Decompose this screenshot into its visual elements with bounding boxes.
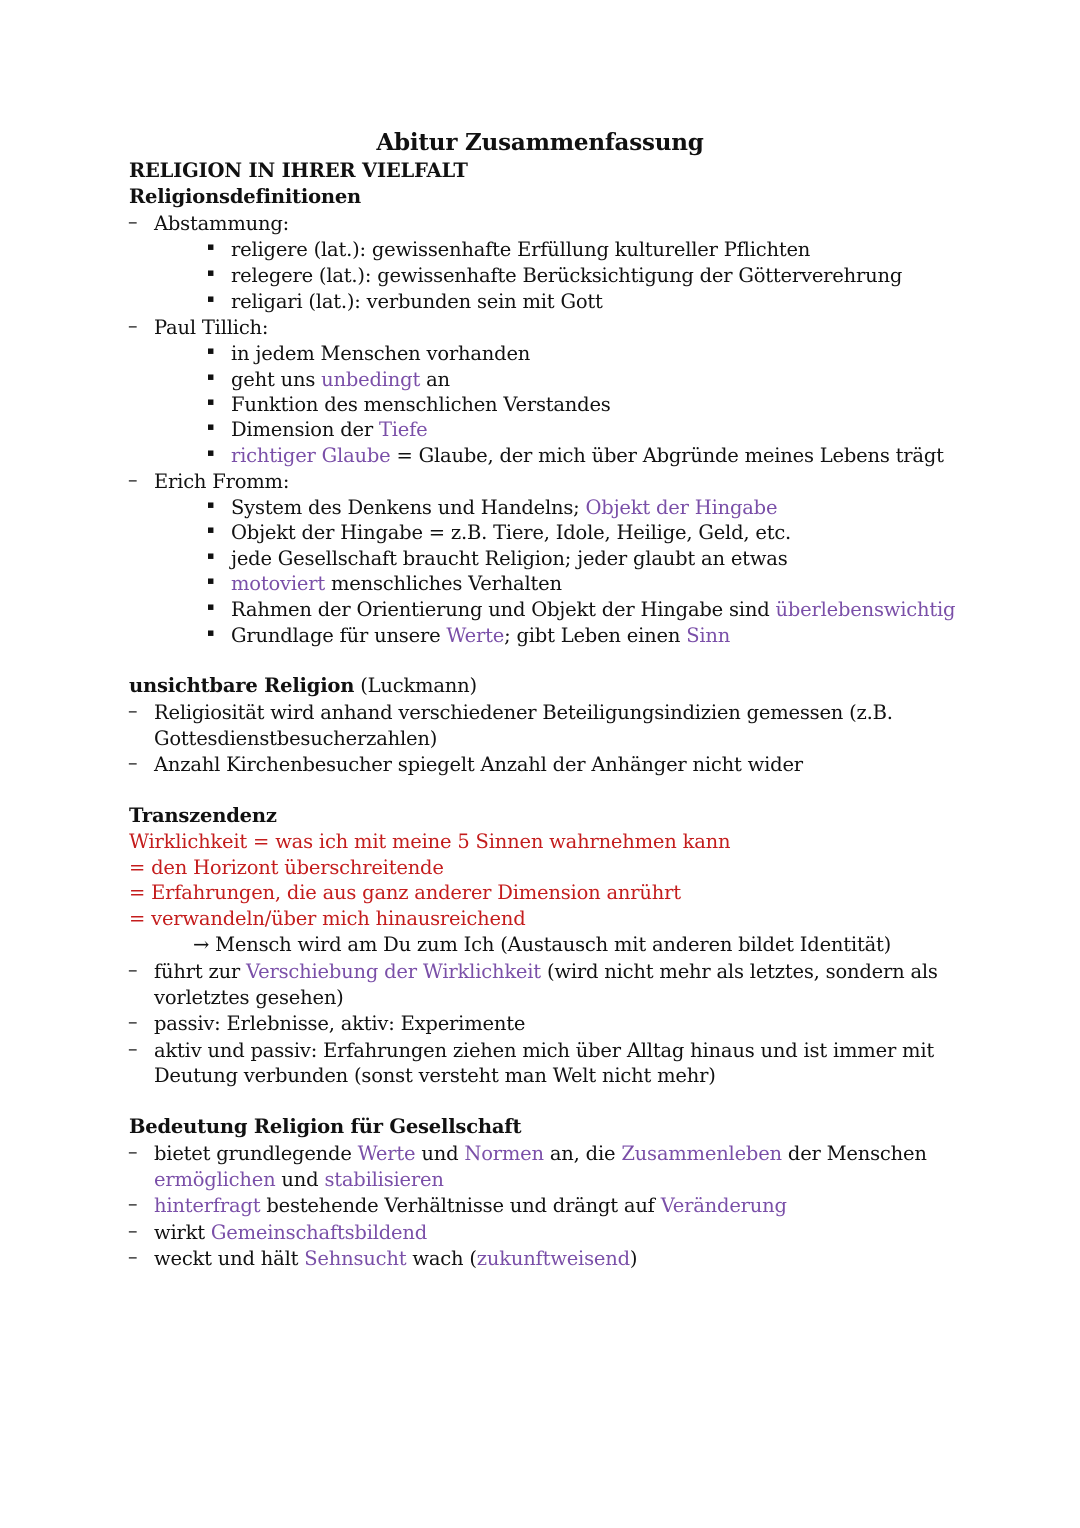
text-span: (wird nicht mehr als letztes, sondern als (540, 960, 938, 983)
highlight-term: hinterfragt (154, 1194, 261, 1217)
highlight-term: Normen (464, 1142, 544, 1165)
subheading-significance: Bedeutung Religion für Gesellschaft (129, 1115, 522, 1138)
highlight-term: überlebenswichtig (775, 598, 956, 621)
dash-bullet: – (128, 211, 138, 233)
bullet-icon: ▪ (207, 420, 215, 433)
dash-bullet: – (128, 1141, 138, 1163)
list-item: passiv: Erlebnisse, aktiv: Experimente (154, 1012, 526, 1035)
list-item-continuation: Deutung verbunden (sonst versteht man Welt nicht mehr) (154, 1064, 716, 1087)
list-item (231, 571, 562, 597)
list-item (231, 495, 777, 521)
section-heading: RELIGION IN IHRER VIELFALT (129, 159, 468, 182)
highlight-term: Gemeinschaftsbildend (210, 1221, 428, 1244)
bullet-icon: ▪ (207, 446, 215, 459)
list-item (231, 367, 450, 393)
arrow-note: → Mensch wird am Du zum Ich (Austausch mit anderen bildet Identität) (193, 933, 892, 956)
dash-bullet: – (128, 1193, 138, 1215)
subheading-invisible-religion (129, 673, 477, 699)
highlight-term: Zusammenleben (621, 1142, 782, 1165)
bullet-icon: ▪ (207, 626, 215, 639)
list-item (231, 443, 944, 469)
bullet-icon: ▪ (207, 344, 215, 357)
heading-note: (Luckmann) (354, 674, 477, 697)
list-item (154, 1141, 927, 1167)
list-item: jede Gesellschaft braucht Religion; jeder glaubt an etwas (231, 547, 788, 570)
text-span: Grundlage für unsere (231, 624, 447, 647)
text-span: = Glaube, der mich über Abgründe meines Lebens trägt (390, 444, 944, 467)
list-item: religari (lat.): verbunden sein mit Gott (231, 290, 603, 313)
bullet-icon: ▪ (207, 370, 215, 383)
highlight-term: Objekt der Hingabe (585, 496, 778, 519)
dash-bullet: – (128, 1220, 138, 1242)
subheading-transcendence: Transzendenz (129, 804, 277, 827)
highlight-term: Sehnsucht (304, 1247, 407, 1270)
text-span: wirkt (154, 1221, 211, 1244)
list-item (154, 1246, 637, 1272)
bullet-icon: ▪ (207, 574, 215, 587)
highlight-term: Werte (357, 1142, 416, 1165)
list-item: Funktion des menschlichen Verstandes (231, 393, 611, 416)
text-span: ) (629, 1247, 638, 1270)
list-item (231, 623, 730, 649)
highlight-term: ermöglichen (154, 1168, 276, 1191)
bullet-icon: ▪ (207, 266, 215, 279)
list-item: Paul Tillich: (154, 316, 269, 339)
list-item: in jedem Menschen vorhanden (231, 342, 531, 365)
list-item (231, 417, 428, 443)
bullet-icon: ▪ (207, 523, 215, 536)
text-span: menschliches Verhalten (324, 572, 562, 595)
bullet-icon: ▪ (207, 395, 215, 408)
list-item: relegere (lat.): gewissenhafte Berücksichtigung der Götterverehrung (231, 264, 903, 287)
text-span: führt zur (154, 960, 247, 983)
dash-bullet: – (128, 1038, 138, 1060)
text-span: an, die (543, 1142, 622, 1165)
dash-bullet: – (128, 752, 138, 774)
heading-text: unsichtbare Religion (129, 674, 355, 697)
highlight-term: Sinn (686, 624, 731, 647)
dash-bullet: – (128, 1011, 138, 1033)
bullet-icon: ▪ (207, 600, 215, 613)
highlight-term: richtiger Glaube (231, 444, 391, 467)
bullet-icon: ▪ (207, 498, 215, 511)
dash-bullet: – (128, 959, 138, 981)
highlight-term: Werte (446, 624, 505, 647)
definition-line: = Erfahrungen, die aus ganz anderer Dimension anrührt (129, 881, 681, 904)
text-span: und (275, 1168, 325, 1191)
list-item: religere (lat.): gewissenhafte Erfüllung kultureller Pflichten (231, 238, 811, 261)
list-item (154, 1220, 427, 1246)
bullet-icon: ▪ (207, 549, 215, 562)
list-item (231, 597, 955, 623)
highlight-term: stabilisieren (324, 1168, 444, 1191)
list-item-continuation: vorletztes gesehen) (154, 986, 344, 1009)
highlight-term: Veränderung (660, 1194, 787, 1217)
bullet-icon: ▪ (207, 292, 215, 305)
definition-line: = verwandeln/über mich hinausreichend (129, 907, 526, 930)
subheading-definitions: Religionsdefinitionen (129, 185, 362, 208)
dash-bullet: – (128, 315, 138, 337)
dash-bullet: – (128, 1246, 138, 1268)
list-item-continuation: Gottesdienstbesucherzahlen) (154, 727, 438, 750)
list-item: Religiosität wird anhand verschiedener Beteiligungsindizien gemessen (z.B. (154, 701, 893, 724)
dash-bullet: – (128, 700, 138, 722)
highlight-term: zukunftweisend (476, 1247, 630, 1270)
text-span: geht uns (231, 368, 322, 391)
list-item: Erich Fromm: (154, 470, 290, 493)
highlight-term: motoviert (231, 572, 325, 595)
text-span: der Menschen (781, 1142, 927, 1165)
text-span: wach ( (406, 1247, 477, 1270)
text-span: bestehende Verhältnisse und drängt auf (260, 1194, 661, 1217)
text-span: System des Denkens und Handelns; (231, 496, 586, 519)
bullet-icon: ▪ (207, 240, 215, 253)
list-item: aktiv und passiv: Erfahrungen ziehen mich über Alltag hinaus und ist immer mit (154, 1039, 935, 1062)
text-span: Dimension der (231, 418, 379, 441)
list-item: Objekt der Hingabe = z.B. Tiere, Idole, Heilige, Geld, etc. (231, 521, 792, 544)
list-item-continuation (154, 1167, 444, 1193)
page-title: Abitur Zusammenfassung (376, 129, 704, 156)
highlight-term: Tiefe (378, 418, 428, 441)
text-span: an (420, 368, 450, 391)
text-span: bietet grundlegende (154, 1142, 358, 1165)
list-item (154, 1193, 787, 1219)
text-span: weckt und hält (154, 1247, 305, 1270)
list-item (154, 959, 938, 985)
list-item: Abstammung: (154, 212, 289, 235)
highlight-term: Verschiebung der Wirklichkeit (246, 960, 541, 983)
text-span: Rahmen der Orientierung und Objekt der Hingabe sind (231, 598, 776, 621)
list-item: Anzahl Kirchenbesucher spiegelt Anzahl der Anhänger nicht wider (154, 753, 803, 776)
definition-line: Wirklichkeit = was ich mit meine 5 Sinnen wahrnehmen kann (129, 830, 731, 853)
dash-bullet: – (128, 469, 138, 491)
text-span: und (415, 1142, 465, 1165)
highlight-term: unbedingt (321, 368, 421, 391)
definition-line: = den Horizont überschreitende (129, 856, 444, 879)
text-span: ; gibt Leben einen (504, 624, 687, 647)
